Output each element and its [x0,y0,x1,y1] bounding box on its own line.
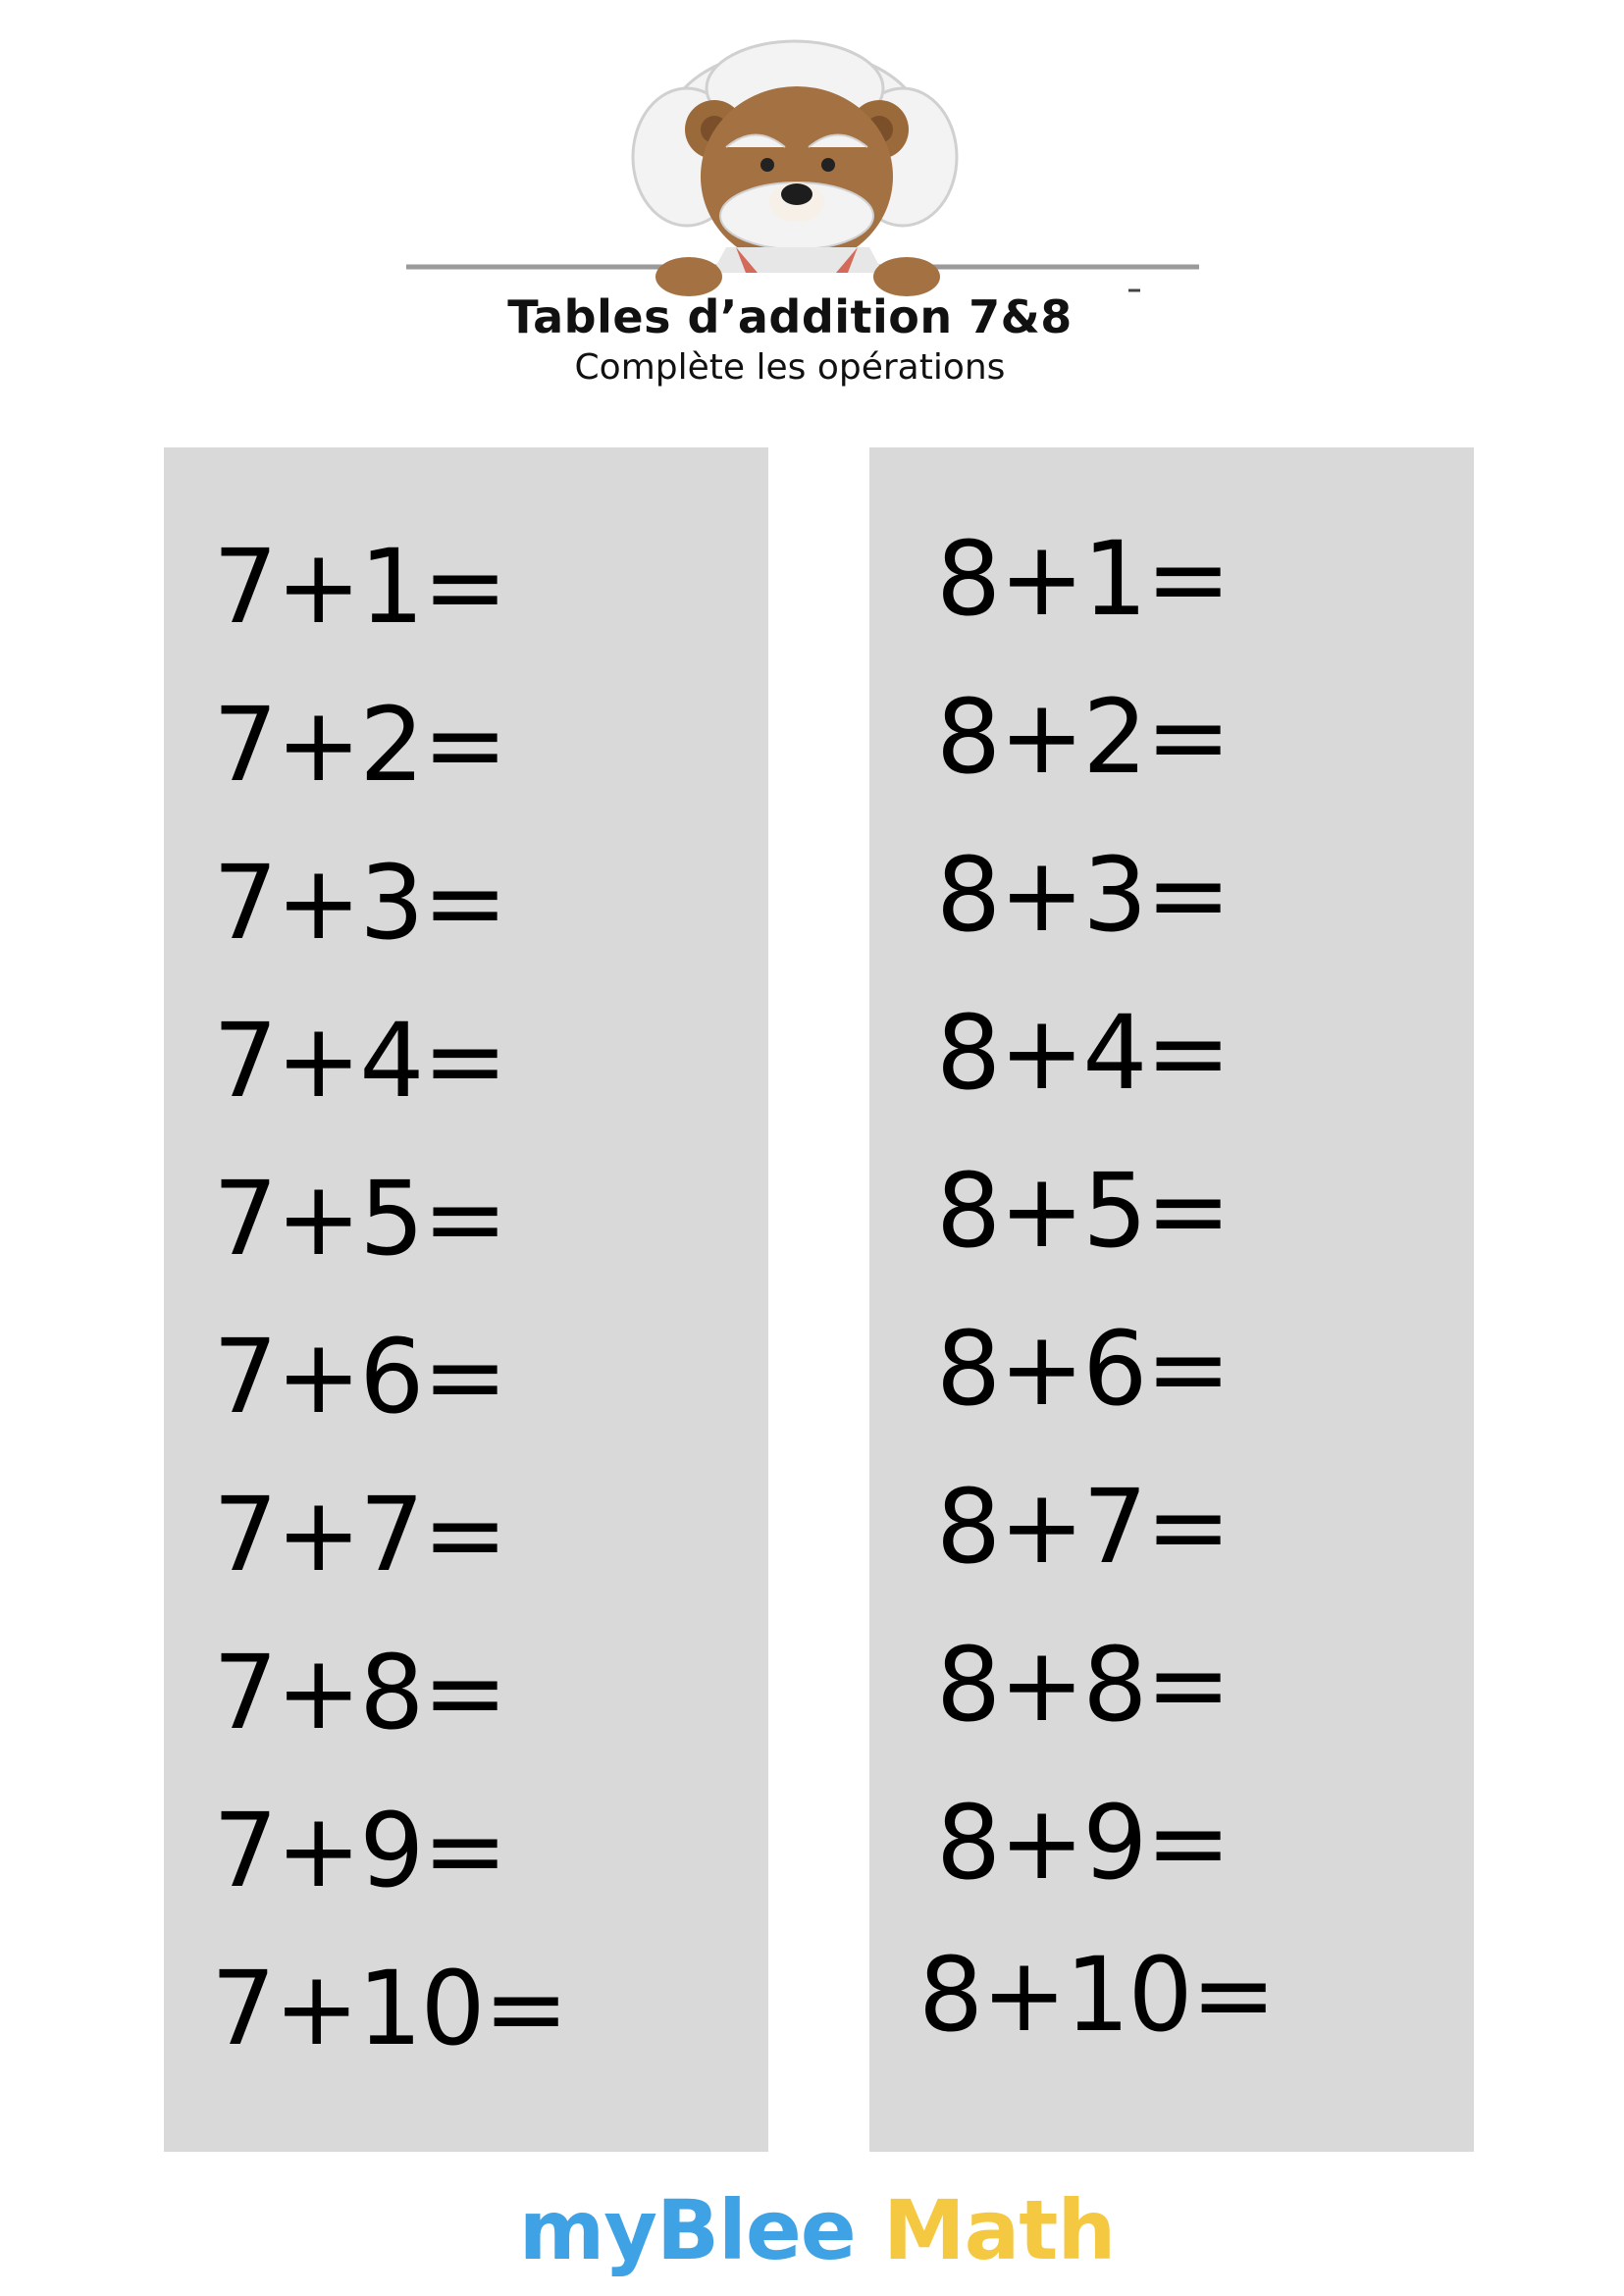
equation-8-plus-1: 8+1= [936,519,1230,639]
equation-7-plus-8: 7+8= [213,1633,506,1752]
table-7-panel [164,447,768,2152]
equation-8-plus-6: 8+6= [936,1309,1230,1429]
equation-7-plus-10: 7+10= [211,1949,567,2068]
equation-7-plus-2: 7+2= [213,685,506,805]
equation-7-plus-6: 7+6= [213,1317,506,1436]
equation-7-plus-4: 7+4= [213,1001,506,1121]
bear-mascot-illustration [402,20,1227,314]
equation-7-plus-9: 7+9= [213,1791,506,1910]
equation-8-plus-4: 8+4= [936,993,1230,1113]
myblee-math-logo [0,2182,1624,2278]
equation-8-plus-8: 8+8= [936,1625,1230,1745]
worksheet-title: Tables d’addition 7&8 [507,290,1073,343]
equation-8-plus-10: 8+10= [918,1935,1275,2055]
equation-8-plus-7: 8+7= [936,1467,1230,1587]
table-8-panel [869,447,1474,2152]
equation-7-plus-3: 7+3= [213,843,506,963]
equation-8-plus-5: 8+5= [936,1151,1230,1271]
logo-brand-text: myBlee [518,2182,856,2278]
equation-8-plus-3: 8+3= [936,835,1230,955]
equation-7-plus-1: 7+1= [213,527,506,647]
equation-7-plus-5: 7+5= [213,1159,506,1278]
worksheet-subtitle: Complète les opérations [574,347,1006,388]
equation-7-plus-7: 7+7= [213,1475,506,1594]
equation-8-plus-9: 8+9= [936,1783,1230,1903]
equation-8-plus-2: 8+2= [936,677,1230,797]
logo-math-text: Math [883,2182,1116,2278]
